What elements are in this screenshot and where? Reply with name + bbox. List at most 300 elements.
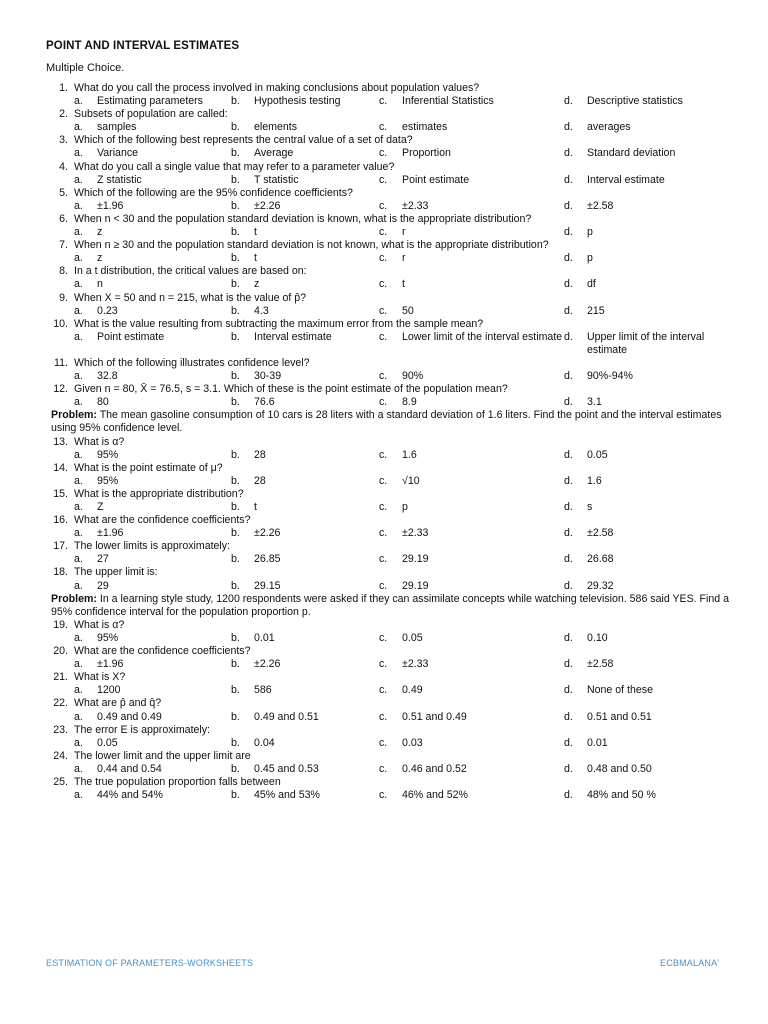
answer-option <box>379 475 564 488</box>
option-letter: c. <box>379 762 388 775</box>
question-text: Subsets of population are called: <box>74 108 228 121</box>
option-letter: b. <box>231 631 240 644</box>
question-item <box>40 750 730 776</box>
option-text: 0.03 <box>402 736 423 749</box>
question-text: Given n = 80, X̄ = 76.5, s = 3.1. Which of these is the point estimate of the population mean? <box>74 383 508 396</box>
option-letter: d. <box>564 710 573 723</box>
option-text: Hypothesis testing <box>254 95 341 108</box>
option-text: Estimating parameters <box>97 95 203 108</box>
answer-options <box>40 763 730 776</box>
answer-option <box>231 252 379 265</box>
answer-option <box>231 147 379 160</box>
option-letter: b. <box>231 95 240 108</box>
option-text: 90%-94% <box>587 370 633 383</box>
answer-option <box>74 370 231 383</box>
answer-option <box>564 331 724 357</box>
question-number: 21. <box>53 671 68 684</box>
answer-options <box>40 501 730 514</box>
answer-options <box>40 553 730 566</box>
question-item <box>40 566 730 592</box>
question-number: 22. <box>53 697 68 710</box>
answer-option <box>74 121 231 134</box>
question-text: When n ≥ 30 and the population standard deviation is not known, what is the appropriate distribution? <box>74 239 549 252</box>
question-stem <box>40 357 730 370</box>
answer-options <box>40 331 730 357</box>
answer-options <box>40 527 730 540</box>
option-letter: a. <box>74 396 83 409</box>
option-letter: a. <box>74 631 83 644</box>
answer-options <box>40 632 730 645</box>
question-number: 17. <box>53 540 68 553</box>
option-letter: c. <box>379 226 388 239</box>
answer-option <box>379 580 564 593</box>
question-text: What are the confidence coefficients? <box>74 645 251 658</box>
answer-option <box>74 789 231 802</box>
question-stem <box>40 292 730 305</box>
question-text: The true population proportion falls between <box>74 775 281 788</box>
answer-options <box>40 658 730 671</box>
page-title: POINT AND INTERVAL ESTIMATES <box>46 40 240 52</box>
option-letter: a. <box>74 736 83 749</box>
question-number: 9. <box>59 291 68 304</box>
option-text: 0.48 and 0.50 <box>587 762 652 775</box>
option-letter: b. <box>231 501 240 513</box>
answer-option <box>231 121 379 134</box>
question-stem <box>40 619 730 632</box>
option-letter: d. <box>564 658 573 671</box>
question-number: 18. <box>53 566 68 579</box>
question-number: 11. <box>54 356 68 369</box>
answer-option <box>379 226 564 239</box>
option-letter: b. <box>231 474 240 487</box>
question-number: 4. <box>59 160 68 173</box>
question-item <box>40 82 730 108</box>
answer-options <box>40 475 730 488</box>
option-letter: c. <box>379 448 388 461</box>
option-text: None of these <box>587 684 653 697</box>
answer-option <box>564 174 724 187</box>
problem-label: Problem: <box>51 409 97 422</box>
question-stem <box>40 514 730 527</box>
option-letter: d. <box>564 173 573 186</box>
answer-option <box>564 95 724 108</box>
answer-option <box>379 370 564 383</box>
answer-options <box>40 684 730 697</box>
question-text: What is X? <box>74 671 126 684</box>
answer-option <box>231 331 379 357</box>
answer-option <box>564 278 724 291</box>
option-letter: a. <box>74 579 83 592</box>
question-item <box>40 161 730 187</box>
option-text: 0.05 <box>97 736 118 749</box>
answer-option <box>231 174 379 187</box>
question-stem <box>40 239 730 252</box>
option-letter: a. <box>74 304 83 317</box>
option-text: 0.51 and 0.51 <box>587 710 652 723</box>
option-text: 95% <box>97 448 119 461</box>
option-text: r <box>402 252 406 265</box>
option-text: p <box>587 226 593 239</box>
question-stem <box>40 724 730 737</box>
option-letter: d. <box>564 252 573 265</box>
answer-option <box>379 501 564 514</box>
question-text: When n < 30 and the population standard deviation is known, what is the appropriate distribution? <box>74 212 532 225</box>
answer-option <box>74 580 231 593</box>
answer-options <box>40 95 730 108</box>
option-letter: a. <box>74 789 83 802</box>
question-item <box>40 108 730 134</box>
option-text: 0.04 <box>254 736 275 749</box>
question-text: When X = 50 and n = 215, what is the value of p̂? <box>74 291 307 304</box>
option-letter: d. <box>564 579 573 592</box>
question-item <box>40 776 730 802</box>
option-text: p <box>587 252 593 265</box>
answer-options <box>40 711 730 724</box>
option-text: T statistic <box>254 173 299 186</box>
option-text: 215 <box>587 304 605 317</box>
option-letter: d. <box>564 527 573 540</box>
answer-option <box>231 305 379 318</box>
answer-option <box>74 278 231 291</box>
answer-option <box>379 632 564 645</box>
answer-options <box>40 121 730 134</box>
option-letter: d. <box>564 553 573 566</box>
option-text: 0.49 and 0.49 <box>97 710 162 723</box>
question-stem <box>40 645 730 658</box>
question-stem <box>40 213 730 226</box>
answer-option <box>379 396 564 409</box>
answer-option <box>379 200 564 213</box>
option-letter: d. <box>564 684 573 697</box>
option-text: 29 <box>97 579 109 592</box>
answer-option <box>74 763 231 776</box>
question-stem <box>40 134 730 147</box>
question-number: 15. <box>53 487 68 500</box>
question-text: Which of the following illustrates confidence level? <box>74 356 310 369</box>
option-letter: a. <box>74 448 83 461</box>
option-text: 95% <box>97 631 119 644</box>
answer-option <box>74 632 231 645</box>
option-text: n <box>97 278 103 291</box>
option-letter: d. <box>564 226 573 239</box>
question-text: What is α? <box>74 435 125 448</box>
answer-option <box>74 174 231 187</box>
option-letter: a. <box>74 684 83 697</box>
option-letter: c. <box>379 121 388 134</box>
question-number: 1. <box>59 82 68 94</box>
option-letter: b. <box>231 448 240 461</box>
answer-option <box>379 658 564 671</box>
answer-option <box>564 763 724 776</box>
option-text: ±1.96 <box>97 199 124 212</box>
option-letter: c. <box>379 579 388 592</box>
answer-option <box>564 658 724 671</box>
question-number: 24. <box>53 749 68 762</box>
option-text: ±1.96 <box>97 658 124 671</box>
question-item <box>40 462 730 488</box>
option-text: 26.68 <box>587 553 614 566</box>
answer-option <box>379 763 564 776</box>
question-item <box>40 383 730 409</box>
option-text: 4.3 <box>254 304 269 317</box>
option-text: 3.1 <box>587 396 602 409</box>
option-letter: b. <box>231 684 240 697</box>
option-text: Descriptive statistics <box>587 95 683 108</box>
option-letter: d. <box>564 121 573 134</box>
option-text: r <box>402 226 406 239</box>
option-letter: c. <box>379 684 388 697</box>
option-text: 80 <box>97 396 109 409</box>
question-text: What are the confidence coefficients? <box>74 514 251 527</box>
answer-option <box>379 553 564 566</box>
option-letter: d. <box>564 474 573 487</box>
option-letter: b. <box>231 579 240 592</box>
option-text: 0.01 <box>254 631 275 644</box>
option-letter: c. <box>379 658 388 671</box>
answer-option <box>231 501 379 514</box>
option-text: 29.15 <box>254 579 281 592</box>
answer-option <box>564 449 724 462</box>
option-letter: d. <box>564 278 573 291</box>
option-text: 1.6 <box>587 474 602 487</box>
answer-option <box>231 763 379 776</box>
question-number: 8. <box>59 265 68 278</box>
answer-option <box>74 501 231 514</box>
option-text: Variance <box>97 147 139 160</box>
option-letter: d. <box>564 736 573 749</box>
problem-statement <box>51 593 730 619</box>
answer-options <box>40 278 730 291</box>
question-number: 13. <box>53 435 68 448</box>
option-text: t <box>402 278 405 291</box>
option-text: t <box>254 226 257 239</box>
problem-text: The mean gasoline consumption of 10 cars is 28 liters with a standard deviation of 1.6 liters. Find the point and the interval estimates using 95% confidence level. <box>51 409 722 435</box>
option-text: 1200 <box>97 684 121 697</box>
answer-options <box>40 226 730 239</box>
answer-option <box>379 147 564 160</box>
question-item <box>40 187 730 213</box>
answer-option <box>74 737 231 750</box>
option-letter: b. <box>231 370 240 383</box>
option-text: elements <box>254 121 297 134</box>
question-item <box>40 724 730 750</box>
option-text: 90% <box>402 370 424 383</box>
answer-option <box>564 226 724 239</box>
question-text: The lower limits is approximately: <box>74 540 231 553</box>
option-letter: c. <box>379 736 388 749</box>
option-text: Average <box>254 147 294 160</box>
option-letter: c. <box>379 501 388 513</box>
option-text: ±2.26 <box>254 658 281 671</box>
option-letter: a. <box>74 658 83 671</box>
answer-option <box>231 658 379 671</box>
option-letter: d. <box>564 448 573 461</box>
option-text: ±2.33 <box>402 658 429 671</box>
question-number: 14. <box>53 461 68 474</box>
option-text: Interval estimate <box>587 173 665 186</box>
option-text: 29.32 <box>587 579 614 592</box>
option-letter: d. <box>564 789 573 802</box>
question-stem <box>40 82 730 95</box>
option-text: 28 <box>254 474 266 487</box>
question-list <box>40 82 730 802</box>
option-text: estimates <box>402 121 448 134</box>
option-text: 28 <box>254 448 266 461</box>
question-item <box>40 239 730 265</box>
answer-option <box>564 684 724 697</box>
answer-option <box>231 449 379 462</box>
question-stem <box>40 776 730 789</box>
answer-option <box>564 632 724 645</box>
question-item <box>40 213 730 239</box>
option-letter: c. <box>379 147 388 160</box>
option-letter: b. <box>231 304 240 317</box>
answer-option <box>379 252 564 265</box>
answer-option <box>231 737 379 750</box>
question-item <box>40 265 730 291</box>
option-letter: c. <box>379 396 388 409</box>
answer-option <box>74 449 231 462</box>
answer-options <box>40 396 730 409</box>
answer-option <box>231 95 379 108</box>
option-letter: b. <box>231 252 240 265</box>
question-text: Which of the following are the 95% confidence coefficients? <box>74 186 353 199</box>
question-text: What do you call the process involved in making conclusions about population values? <box>74 82 480 94</box>
answer-options <box>40 370 730 383</box>
option-letter: d. <box>564 762 573 775</box>
option-text: ±1.96 <box>97 527 124 540</box>
option-letter: b. <box>231 330 240 343</box>
question-text: What are p̂ and q̂? <box>74 697 162 710</box>
question-number: 10. <box>53 317 68 330</box>
option-letter: b. <box>231 736 240 749</box>
option-text: 76.6 <box>254 396 275 409</box>
answer-option <box>379 449 564 462</box>
problem-label: Problem: <box>51 592 97 605</box>
option-text: 0.45 and 0.53 <box>254 762 319 775</box>
answer-option <box>564 711 724 724</box>
question-stem <box>40 488 730 501</box>
option-text: 1.6 <box>402 448 417 461</box>
option-letter: a. <box>74 762 83 775</box>
option-text: 45% and 53% <box>254 789 320 802</box>
answer-option <box>74 331 231 357</box>
question-text: What is α? <box>74 618 125 631</box>
option-text: ±2.58 <box>587 527 614 540</box>
question-number: 5. <box>59 186 68 199</box>
problem-text: In a learning style study, 1200 respondents were asked if they can assimilate concepts while watching television. 586 said YES. Find a 95% confidence interval for the population proportion p. <box>51 592 729 618</box>
question-item <box>40 134 730 160</box>
option-letter: d. <box>564 304 573 317</box>
option-text: z <box>254 278 260 291</box>
answer-option <box>231 711 379 724</box>
question-item <box>40 514 730 540</box>
option-text: Upper limit of the interval estimate <box>587 330 705 356</box>
question-number: 23. <box>53 723 68 736</box>
answer-option <box>231 200 379 213</box>
option-letter: c. <box>379 304 388 317</box>
option-letter: b. <box>231 762 240 775</box>
question-stem <box>40 436 730 449</box>
section-subtitle: Multiple Choice. <box>46 62 125 74</box>
option-text: Point estimate <box>402 173 470 186</box>
answer-option <box>379 789 564 802</box>
question-item <box>40 436 730 462</box>
option-text: 0.49 <box>402 684 423 697</box>
question-text: The error E is approximately: <box>74 723 211 736</box>
question-stem <box>40 108 730 121</box>
option-text: 44% and 54% <box>97 789 163 802</box>
question-item <box>40 292 730 318</box>
option-text: 0.46 and 0.52 <box>402 762 467 775</box>
question-item <box>40 357 730 383</box>
question-number: 2. <box>59 108 68 121</box>
option-letter: b. <box>231 173 240 186</box>
option-letter: b. <box>231 658 240 671</box>
answer-options <box>40 305 730 318</box>
question-number: 16. <box>53 514 68 527</box>
option-text: 8.9 <box>402 396 417 409</box>
option-text: 0.23 <box>97 304 118 317</box>
option-text: 586 <box>254 684 272 697</box>
option-letter: a. <box>74 173 83 186</box>
option-text: 0.10 <box>587 631 608 644</box>
option-letter: c. <box>379 199 388 212</box>
answer-option <box>564 789 724 802</box>
question-stem <box>40 697 730 710</box>
question-stem <box>40 265 730 278</box>
answer-options <box>40 737 730 750</box>
answer-option <box>74 553 231 566</box>
option-text: Z <box>97 501 104 513</box>
question-text: What is the point estimate of μ? <box>74 461 223 474</box>
question-stem <box>40 383 730 396</box>
option-letter: a. <box>74 95 83 108</box>
option-letter: a. <box>74 199 83 212</box>
option-letter: c. <box>379 173 388 186</box>
option-text: 27 <box>97 553 109 566</box>
answer-option <box>74 200 231 213</box>
option-letter: b. <box>231 121 240 134</box>
option-letter: c. <box>379 527 388 540</box>
option-text: 50 <box>402 304 414 317</box>
option-text: 0.05 <box>402 631 423 644</box>
option-text: Interval estimate <box>254 330 332 343</box>
answer-option <box>379 527 564 540</box>
option-text: z <box>97 226 103 239</box>
question-text: What do you call a single value that may refer to a parameter value? <box>74 160 395 173</box>
answer-option <box>379 121 564 134</box>
answer-option <box>564 370 724 383</box>
question-number: 20. <box>53 645 68 658</box>
option-letter: c. <box>379 553 388 566</box>
option-letter: c. <box>379 95 388 108</box>
answer-option <box>379 278 564 291</box>
question-text: What is the appropriate distribution? <box>74 487 244 500</box>
option-letter: a. <box>74 501 83 513</box>
answer-option <box>231 684 379 697</box>
option-letter: a. <box>74 474 83 487</box>
answer-option <box>231 226 379 239</box>
option-text: ±2.26 <box>254 527 281 540</box>
option-letter: d. <box>564 330 573 343</box>
option-letter: b. <box>231 226 240 239</box>
option-letter: a. <box>74 553 83 566</box>
answer-option <box>74 396 231 409</box>
option-text: 0.51 and 0.49 <box>402 710 467 723</box>
question-item <box>40 697 730 723</box>
answer-options <box>40 789 730 802</box>
